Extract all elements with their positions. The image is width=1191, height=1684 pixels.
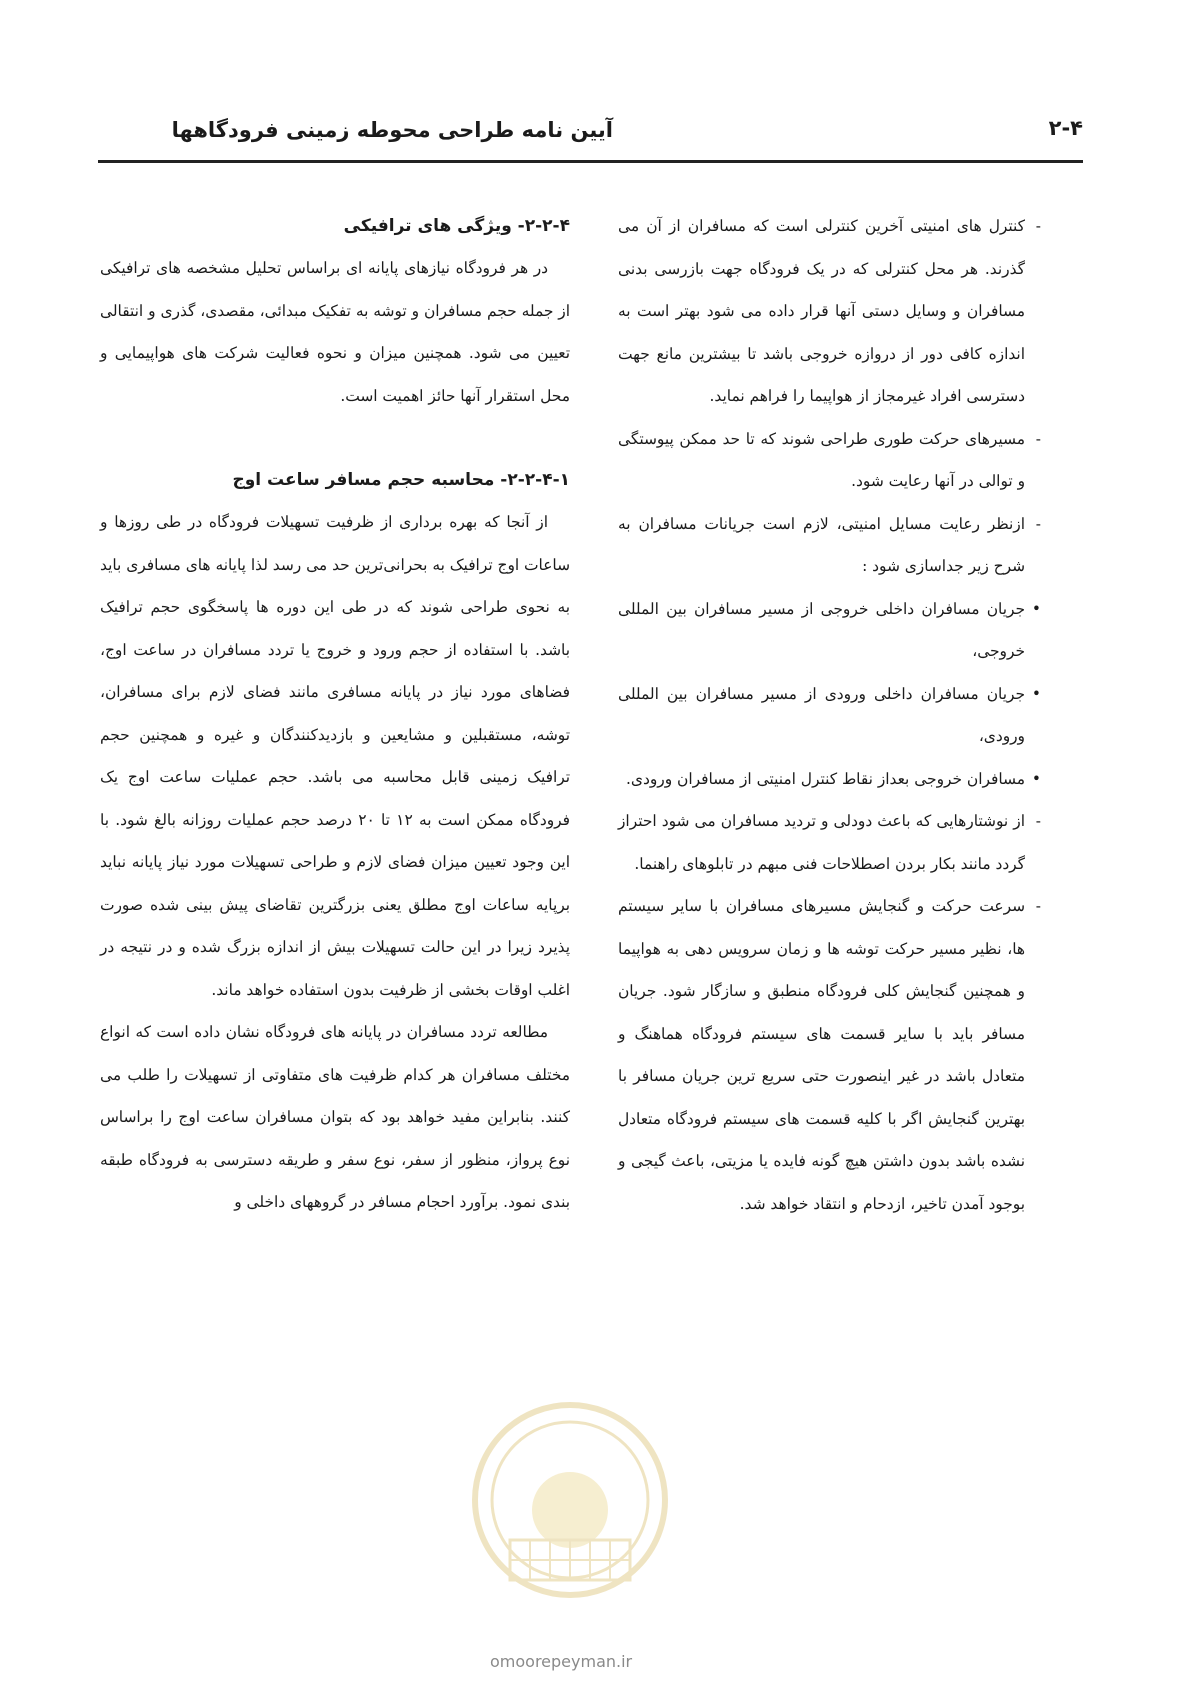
subsection-heading: ۲-۲-۴-۱- محاسبه حجم مسافر ساعت اوج bbox=[232, 470, 570, 490]
paragraph: در هر فرودگاه نیازهای پایانه ای براساس تحلیل مشخصه های ترافیکی از جمله حجم مسافران و توشه به تفکیک مبدائی، مقصدی، گذری و انتقالی تعیین می شود. همچنین میزان و نحوه فعالیت شرکت های هواپیمایی و محل استقرار آنها حائز اهمیت است. bbox=[100, 259, 570, 405]
watermark-url: omoorepeyman.ir bbox=[490, 1652, 633, 1671]
right-column bbox=[618, 205, 1043, 1225]
bullet-item: • مسافران خروجی بعداز نقاط کنترل امنیتی از مسافران ورودی. bbox=[618, 758, 1043, 801]
bullet-item: • جریان مسافران داخلی ورودی از مسیر مسافران بین المللی ورودی، bbox=[618, 673, 1043, 758]
left-column bbox=[100, 205, 570, 1224]
page-number: ۲-۴ bbox=[1048, 116, 1083, 140]
list-item: - کنترل های امنیتی آخرین کنترلی است که مسافران از آن می گذرند. هر محل کنترلی که در یک فرودگاه جهت بازرسی بدنی مسافران و وسایل دستی آنها قرار داده می شود بهتر است به اندازه کافی دور از دروازه خروجی باشد تا بیشترین مانع جهت دسترسی افراد غیرمجاز از هواپیما را فراهم نماید. bbox=[618, 205, 1043, 418]
paragraph: از آنجا که بهره برداری از ظرفیت تسهیلات فرودگاه در طی روزها و ساعات اوج ترافیک به بحرانی‌ترین حد می رسد لذا پایانه های مسافری باید به نحوی طراحی شوند که در طی این دوره ها پاسخگوی حجم ترافیک باشد. با استفاده از حجم ورود و خروج یا تردد مسافران در ساعت اوج، فضاهای مورد نیاز در پایانه مسافری مانند فضای لازم برای مسافران، توشه، مستقبلین و مشایعین و بازدیدکنندگان و غیره و همچنین حجم ترافیک زمینی قابل محاسبه می باشد. حجم عملیات ساعت اوج یک فرودگاه ممکن است به ۱۲ تا ۲۰ درصد حجم عملیات روزانه بالغ شود. با این وجود تعیین میزان فضای لازم و طراحی تسهیلات مورد نیاز پایانه نباید برپایه ساعات اوج مطلق یعنی بزرگترین تقاضای پیش بینی شده صورت پذیرد زیرا در این حالت تسهیلات بیش از اندازه بزرگ شده و در نتیجه در اغلب اوقات بخشی از ظرفیت بدون استفاده خواهد ماند. bbox=[100, 513, 570, 999]
list-item: - مسیرهای حرکت طوری طراحی شوند که تا حد ممکن پیوستگی و توالی در آنها رعایت شود. bbox=[618, 418, 1043, 503]
paragraph: مطالعه تردد مسافران در پایانه های فرودگاه نشان داده است که انواع مختلف مسافران هر کدام ظرفیت های متفاوتی از تسهیلات را طلب می کنند. بنابراین مفید خواهد بود که بتوان مسافران ساعت اوج را براساس نوع پرواز، منظور از سفر، نوع سفر و طریقه دسترسی به فرودگاه طبقه بندی نمود. برآورد احجام مسافر در گروههای داخلی و bbox=[100, 1023, 570, 1211]
spacer bbox=[100, 417, 570, 459]
header-divider bbox=[98, 160, 1083, 163]
right-column-list bbox=[618, 205, 1043, 1225]
bullet-item: • جریان مسافران داخلی خروجی از مسیر مسافران بین المللی خروجی، bbox=[618, 588, 1043, 673]
list-item: - از نوشتارهایی که باعث دودلی و تردید مسافران می شود احتراز گردد مانند بکار بردن اصطلاحات فنی مبهم در تابلوهای راهنما. bbox=[618, 800, 1043, 885]
section-heading: ۲-۲-۴- ویژگی های ترافیکی bbox=[343, 216, 570, 236]
list-item: - ازنظر رعایت مسایل امنیتی، لازم است جریانات مسافران به شرح زیر جداسازی شود : bbox=[618, 503, 1043, 588]
page-header bbox=[98, 108, 1083, 158]
watermark-seal bbox=[470, 1400, 670, 1600]
list-item: - سرعت حرکت و گنجایش مسیرهای مسافران با سایر سیستم ها، نظیر مسیر حرکت توشه ها و زمان سرویس دهی به هواپیما و همچنین گنجایش کلی فرودگاه منطبق و سازگار شود. جریان مسافر باید با سایر قسمت های سیستم فرودگاه هماهنگ و متعادل باشد در غیر اینصورت حتی سریع ترین جریان مسافر با بهترین گنجایش اگر با کلیه قسمت های سیستم فرودگاه متعادل نشده باشد بدون داشتن هیچ گونه فایده یا مزیتی، باعث گیجی و بوجود آمدن تاخیر، ازدحام و انتقاد خواهد شد. bbox=[618, 885, 1043, 1225]
header-title: آیین نامه طراحی محوطه زمینی فرودگاهها bbox=[171, 118, 613, 142]
